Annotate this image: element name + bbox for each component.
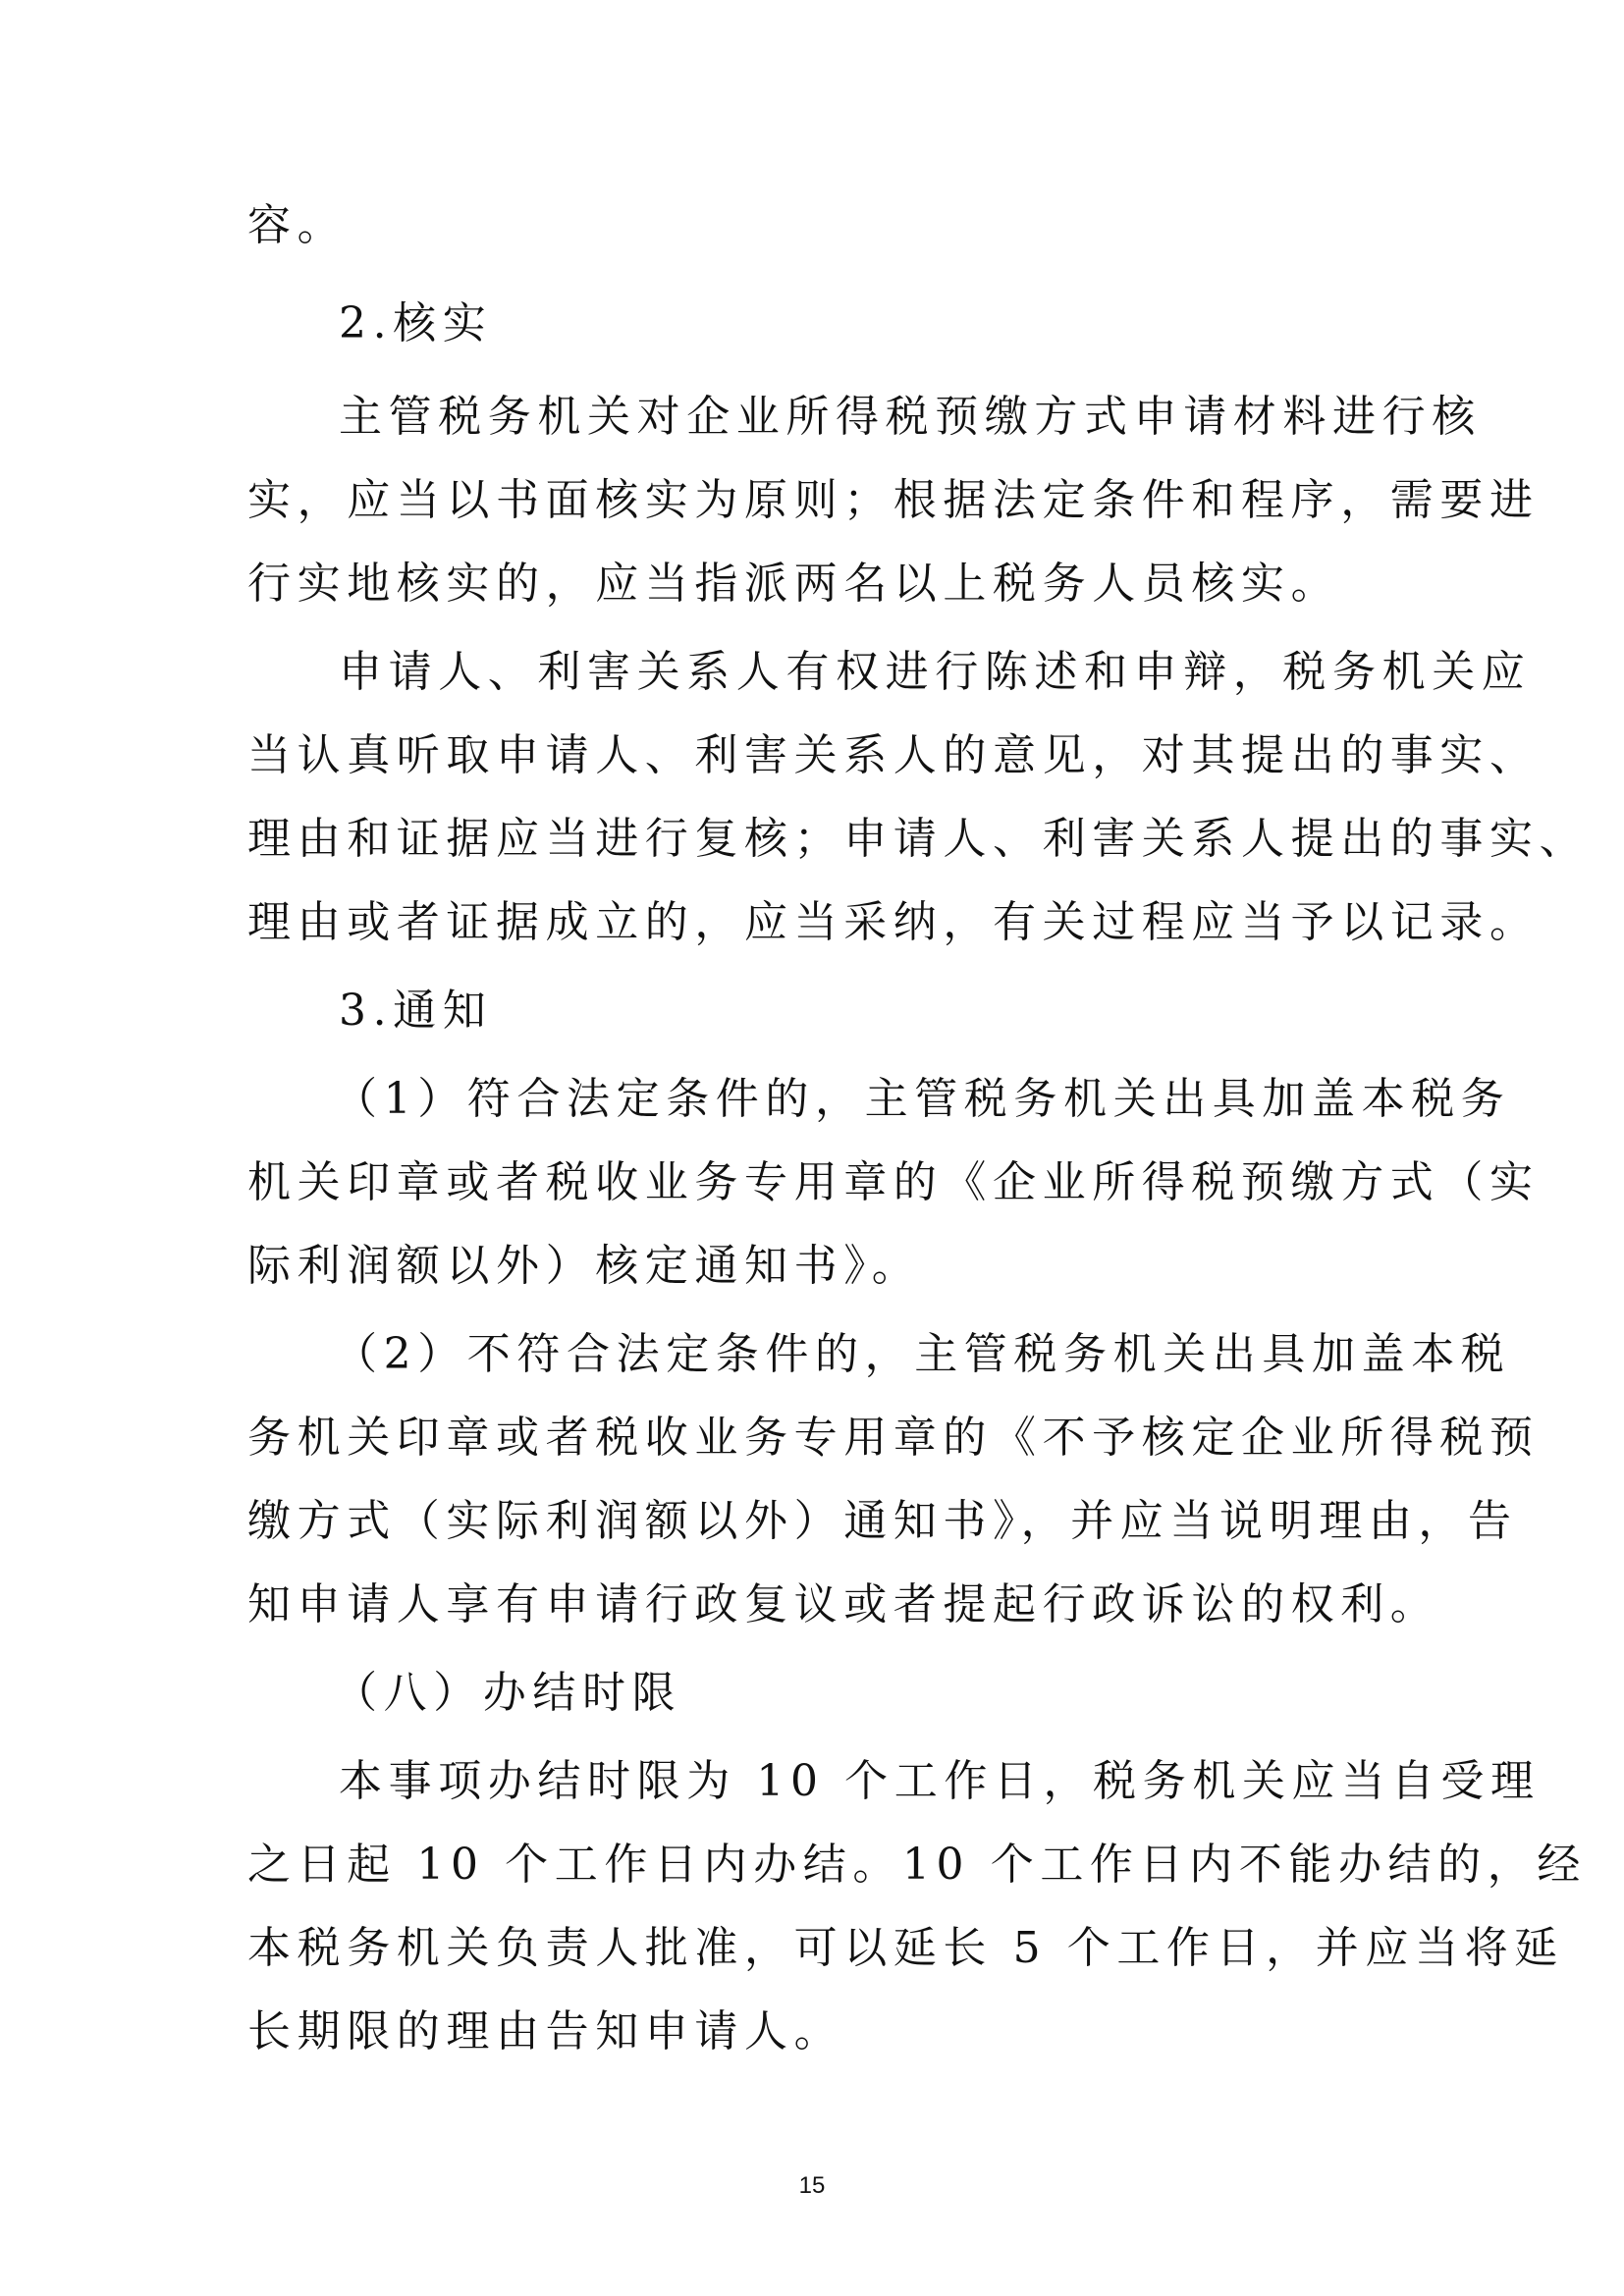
paragraph-line: 本税务机关负责人批准，可以延长 5 个工作日，并应当将延 [247,1923,1564,1973]
paragraph-line: 本事项办结时限为 10 个工作日，税务机关应当自受理 [339,1756,1541,1806]
paragraph-line: 行实地核实的，应当指派两名以上税务人员核实。 [247,559,1341,609]
paragraph-line: 实，应当以书面核实为原则；根据法定条件和程序，需要进 [247,475,1540,525]
paragraph-line: 知申请人享有申请行政复议或者提起行政诉讼的权利。 [247,1579,1440,1629]
paragraph-line: 缴方式（实际利润额以外）通知书》，并应当说明理由，告 [247,1496,1518,1546]
paragraph-line: （2）不符合法定条件的，主管税务机关出具加盖本税 [334,1329,1511,1379]
paragraph-line: 机关印章或者税收业务专用章的《企业所得税预缴方式（实 [247,1157,1540,1207]
paragraph-line: 长期限的理由告知申请人。 [247,2006,844,2056]
paragraph-line: 申请人、利害关系人有权进行陈述和申辩，税务机关应 [339,647,1532,697]
paragraph-line: 容。 [247,200,348,250]
paragraph-line: 理由或者证据成立的，应当采纳，有关过程应当予以记录。 [247,897,1540,947]
page-number: 15 [798,2172,826,2199]
paragraph-line: 际利润额以外）核定通知书》。 [247,1241,922,1291]
paragraph-line: （1）符合法定条件的，主管税务机关出具加盖本税务 [334,1074,1511,1124]
paragraph-line: 之日起 10 个工作日内办结。10 个工作日内不能办结的，经 [247,1840,1587,1890]
paragraph-line: 主管税务机关对企业所得税预缴方式申请材料进行核 [339,392,1482,442]
section-heading-time-limit: （八）办结时限 [334,1668,682,1718]
paragraph-line: 当认真听取申请人、利害关系人的意见，对其提出的事实、 [247,730,1540,780]
paragraph-line: 理由和证据应当进行复核；申请人、利害关系人提出的事实、 [247,814,1590,864]
section-heading-notification: 3.通知 [339,986,493,1036]
section-heading-verification: 2.核实 [339,298,493,348]
paragraph-line: 务机关印章或者税收业务专用章的《不予核定企业所得税预 [247,1413,1540,1463]
